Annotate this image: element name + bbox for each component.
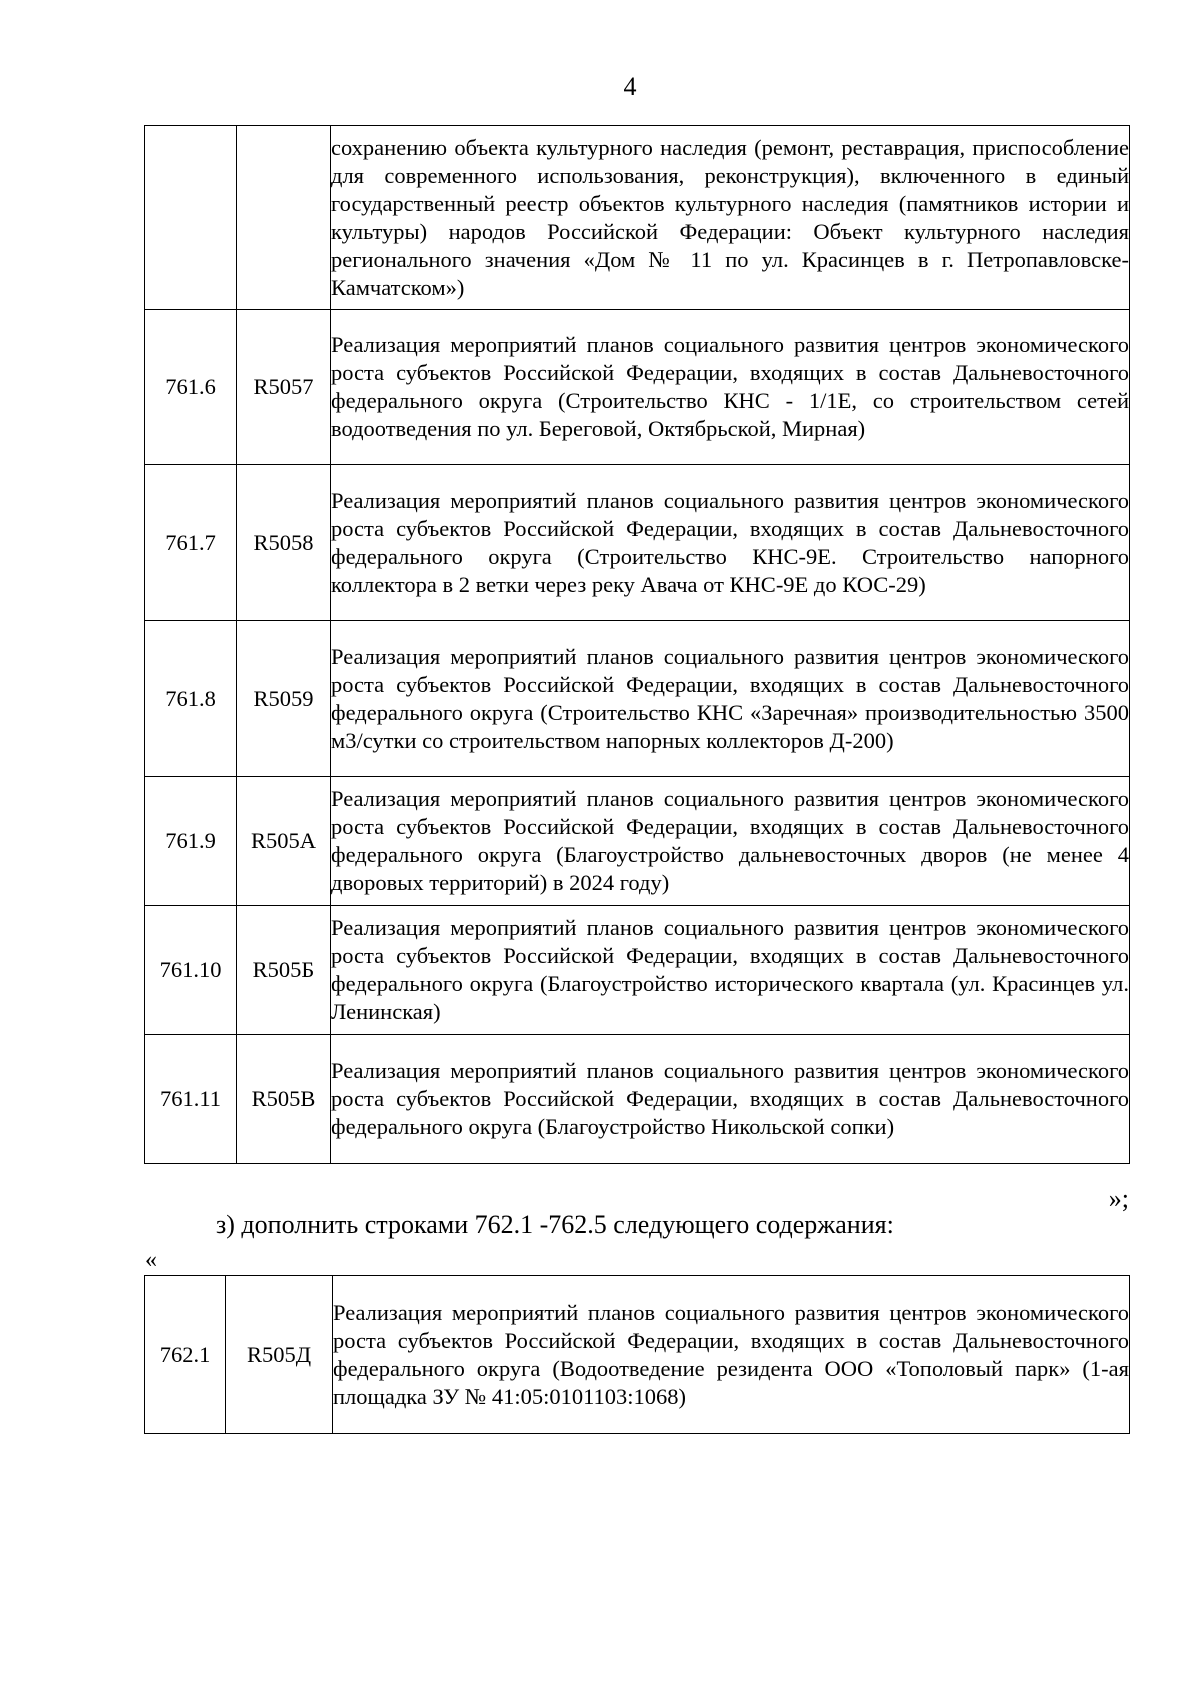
row-number-cell: 761.8 <box>145 621 237 777</box>
closing-quote-mark: »; <box>1108 1184 1129 1213</box>
table-row <box>145 621 1130 777</box>
row-code-cell: R505Д <box>226 1276 333 1434</box>
budget-codes-table <box>144 125 1130 1164</box>
table-row <box>145 1276 1130 1434</box>
row-number-cell: 761.6 <box>145 310 237 465</box>
amendment-instruction: з) дополнить строками 762.1 -762.5 следующего содержания: <box>216 1210 894 1239</box>
row-number-cell: 762.1 <box>145 1276 226 1434</box>
row-code-cell: R505В <box>237 1035 331 1164</box>
row-description-cell: Реализация мероприятий планов социального развития центров экономического роста субъектов Российской Федерации, входящих в состав Дальневосточного федерального округа (Строительство КНС-9Е. Строительство напорного коллектора в 2 ветки через реку Авача от КНС-9Е до КОС-29) <box>331 465 1130 621</box>
row-description-cell: сохранению объекта культурного наследия (ремонт, реставрация, приспособление для современного использования, реконструкция), включенного в единый государственный реестр объектов культурного наследия (памятников истории и культуры) народов Российской Федерации: Объект культурного наследия регионального значения «Дом № 11 по ул. Красинцев в г. Петропавловске-Камчатском») <box>331 126 1130 310</box>
row-code-cell: R5058 <box>237 465 331 621</box>
row-code-cell: R5057 <box>237 310 331 465</box>
row-description-cell: Реализация мероприятий планов социального развития центров экономического роста субъектов Российской Федерации, входящих в состав Дальневосточного федерального округа (Строительство КНС - 1/1Е, со строительством сетей водоотведения по ул. Береговой, Октябрьской, Мирная) <box>331 310 1130 465</box>
row-number-cell: 761.9 <box>145 777 237 906</box>
row-description-cell: Реализация мероприятий планов социального развития центров экономического роста субъектов Российской Федерации, входящих в состав Дальневосточного федерального округа (Благоустройство Никольской сопки) <box>331 1035 1130 1164</box>
row-description-cell: Реализация мероприятий планов социального развития центров экономического роста субъектов Российской Федерации, входящих в состав Дальневосточного федерального округа (Водоотведение резидента ООО «Тополовый парк» (1-ая площадка ЗУ № 41:05:0101103:1068) <box>333 1276 1130 1434</box>
table-row <box>145 777 1130 906</box>
opening-quote-mark: « <box>145 1247 157 1273</box>
row-number-cell: 761.7 <box>145 465 237 621</box>
row-number-cell: 761.11 <box>145 1035 237 1164</box>
row-number-cell <box>145 126 237 310</box>
row-code-cell: R5059 <box>237 621 331 777</box>
new-rows-table <box>144 1275 1130 1434</box>
page-number: 4 <box>623 72 637 101</box>
row-description-cell: Реализация мероприятий планов социального развития центров экономического роста субъектов Российской Федерации, входящих в состав Дальневосточного федерального округа (Благоустройство исторического квартала (ул. Красинцев ул. Ленинская) <box>331 906 1130 1035</box>
row-code-cell: R505A <box>237 777 331 906</box>
row-number-cell: 761.10 <box>145 906 237 1035</box>
row-code-cell <box>237 126 331 310</box>
row-description-cell: Реализация мероприятий планов социального развития центров экономического роста субъектов Российской Федерации, входящих в состав Дальневосточного федерального округа (Строительство КНС «Заречная» производительностью 3500 м3/сутки со строительством напорных коллекторов Д-200) <box>331 621 1130 777</box>
table-row <box>145 465 1130 621</box>
row-description-cell: Реализация мероприятий планов социального развития центров экономического роста субъектов Российской Федерации, входящих в состав Дальневосточного федерального округа (Благоустройство дальневосточных дворов (не менее 4 дворовых территорий) в 2024 году) <box>331 777 1130 906</box>
table-row <box>145 126 1130 310</box>
row-code-cell: R505Б <box>237 906 331 1035</box>
table-row <box>145 1035 1130 1164</box>
table-row <box>145 310 1130 465</box>
table-row <box>145 906 1130 1035</box>
